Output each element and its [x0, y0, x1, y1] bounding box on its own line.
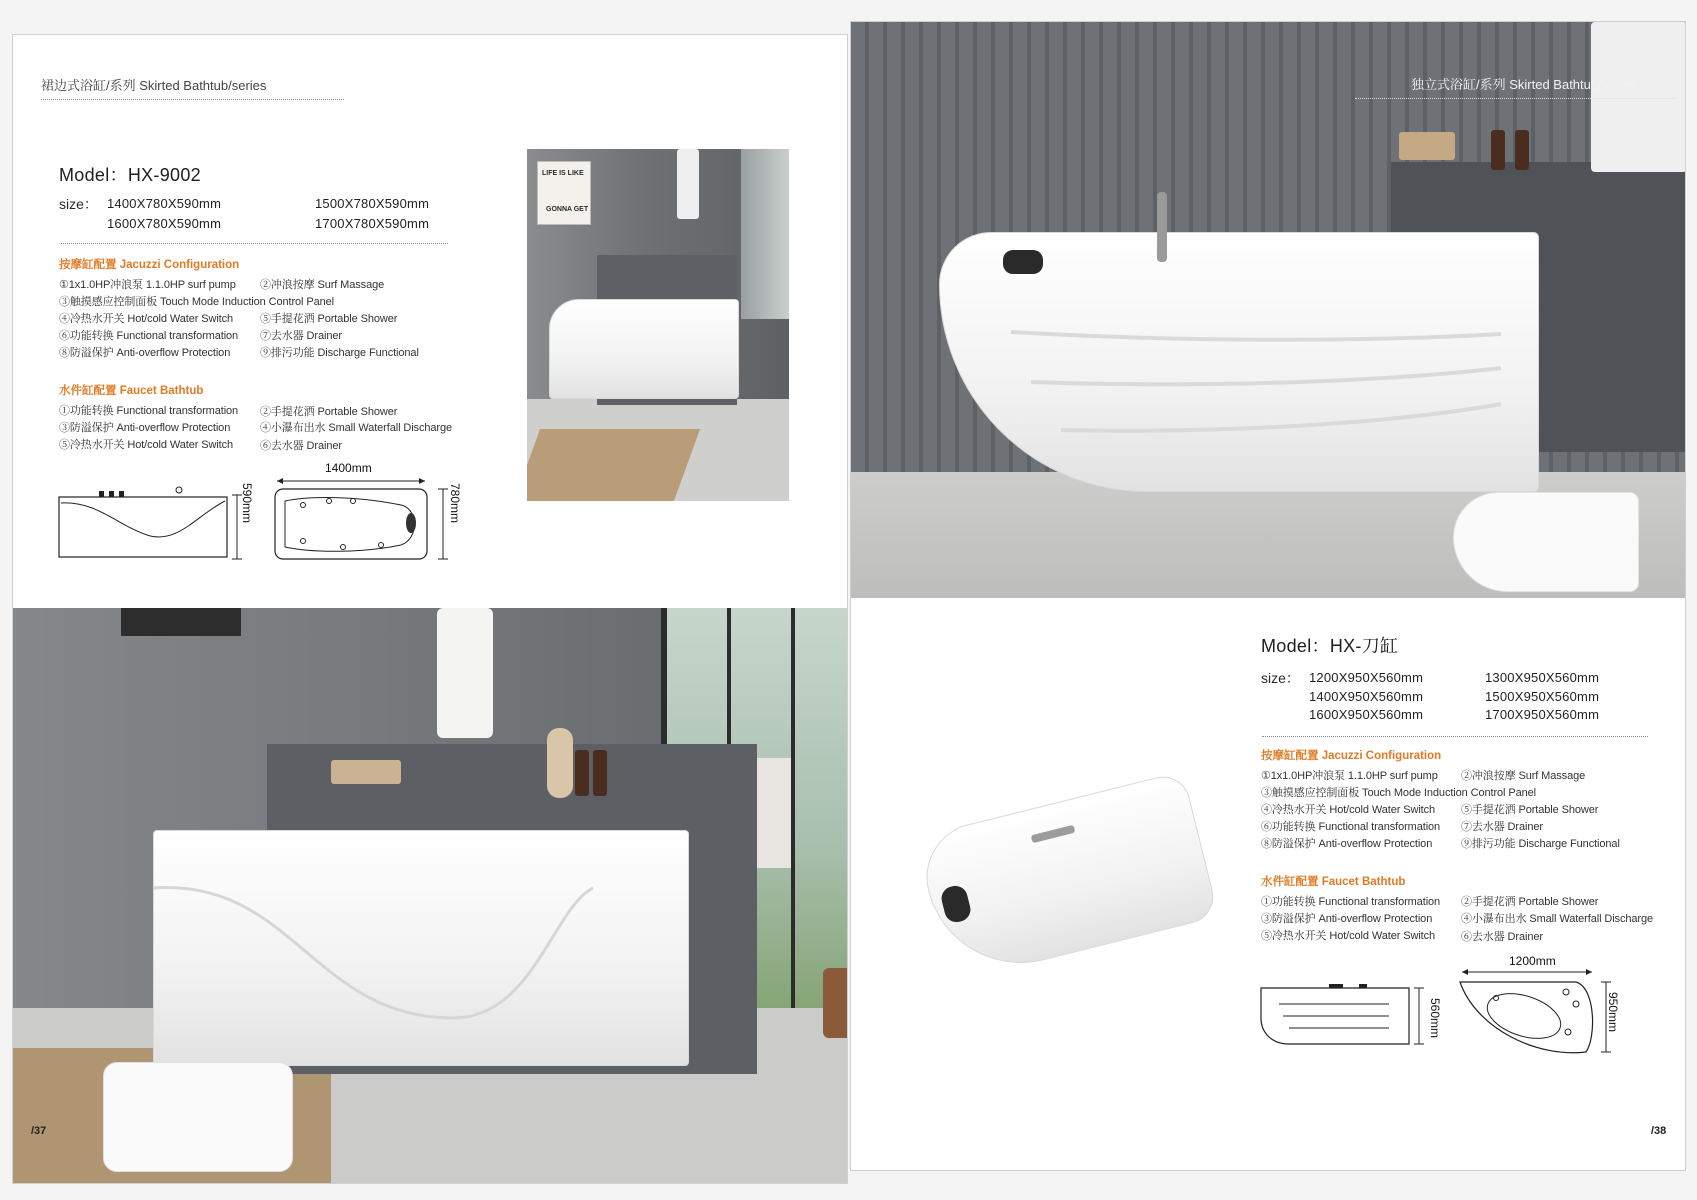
bathroom-photo-small: [527, 149, 789, 501]
divider: [1262, 736, 1648, 737]
catalog-page-left: [12, 34, 848, 1184]
tub-inset-photo: [1453, 492, 1639, 592]
feature-item: ④冷热水开关 Hot/cold Water Switch: [59, 313, 234, 325]
tub-skirt-grooves: [1001, 322, 1521, 482]
feature-item: ④小瀑布出水 Small Waterfall Discharge: [1461, 913, 1653, 925]
feature-item: ③触摸感应控制面板 Touch Mode Induction Control Panel: [59, 296, 334, 308]
catalog-page-right: [850, 21, 1686, 1171]
feature-item: ⑧防溢保护 Anti-overflow Protection: [59, 347, 231, 359]
height-dimension: 590mm: [240, 483, 254, 524]
feature-item: ⑥去水器 Drainer: [260, 440, 342, 452]
tub-inset-photo: [103, 1062, 293, 1172]
feature-item: ④小瀑布出水 Small Waterfall Discharge: [260, 422, 452, 434]
tub-skirt-wave: [153, 848, 689, 1068]
side-elevation-drawing: [57, 475, 247, 585]
feature-item: ②冲浪按摩 Surf Massage: [260, 279, 385, 291]
top-view-drawing: [1456, 968, 1616, 1068]
size-value: 1400X950X560mm: [1309, 689, 1424, 704]
poster-text: GONNA GET: [546, 206, 589, 213]
jacuzzi-section-title: 按摩缸配置 Jacuzzi Configuration: [1261, 750, 1442, 762]
size-value: 1600X950X560mm: [1309, 707, 1424, 722]
size-value: 1300X950X560mm: [1485, 670, 1600, 685]
feature-item: ⑦去水器 Drainer: [260, 330, 342, 342]
feature-item: ⑤冷热水开关 Hot/cold Water Switch: [1261, 930, 1436, 942]
size-label: size：: [59, 196, 98, 212]
bathroom-photo-corner-tub: [851, 22, 1686, 598]
size-label: size：: [1261, 670, 1300, 686]
model-title: Model：HX-刀缸: [1261, 636, 1399, 656]
height-dimension: 560mm: [1428, 998, 1442, 1039]
side-elevation-drawing: [1259, 982, 1429, 1062]
feature-item: ⑧防溢保护 Anti-overflow Protection: [1261, 838, 1433, 850]
width-dimension: 780mm: [448, 483, 462, 524]
feature-item: ⑨排污功能 Discharge Functional: [1461, 838, 1620, 850]
feature-item: ⑤手提花洒 Portable Shower: [260, 313, 398, 325]
feature-item: ③防溢保护 Anti-overflow Protection: [1261, 913, 1433, 925]
feature-item: ②手提花洒 Portable Shower: [260, 406, 398, 418]
size-value: 1500X950X560mm: [1485, 689, 1600, 704]
top-view-drawing: [273, 475, 453, 575]
feature-item: ②手提花洒 Portable Shower: [1461, 896, 1599, 908]
series-label: 独立式浴缸/系列 Skirted Bathtub/series: [1411, 77, 1637, 92]
product-photo-corner-tub: [919, 762, 1215, 992]
feature-item: ④冷热水开关 Hot/cold Water Switch: [1261, 804, 1436, 816]
feature-item: ①功能转换 Functional transformation: [1261, 896, 1441, 908]
page-number: /37: [31, 1125, 47, 1137]
length-dimension: 1200mm: [1509, 954, 1556, 968]
faucet-section-title: 水件缸配置 Faucet Bathtub: [59, 385, 204, 397]
feature-item: ②冲浪按摩 Surf Massage: [1461, 770, 1586, 782]
size-value: 1500X780X590mm: [315, 196, 430, 211]
feature-item: ①1x1.0HP冲浪泵 1.1.0HP surf pump: [59, 279, 236, 291]
size-value: 1700X950X560mm: [1485, 707, 1600, 722]
size-value: 1400X780X590mm: [107, 196, 222, 211]
feature-item: ⑥功能转换 Functional transformation: [1261, 821, 1441, 833]
divider: [1355, 98, 1675, 99]
size-value: 1700X780X590mm: [315, 216, 430, 231]
width-dimension: 950mm: [1606, 992, 1620, 1033]
faucet-section-title: 水件缸配置 Faucet Bathtub: [1261, 876, 1406, 888]
divider: [61, 243, 448, 244]
feature-item: ⑦去水器 Drainer: [1461, 821, 1543, 833]
feature-item: ①1x1.0HP冲浪泵 1.1.0HP surf pump: [1261, 770, 1438, 782]
bathroom-photo-large: [12, 608, 848, 1184]
size-value: 1200X950X560mm: [1309, 670, 1424, 685]
page-number: /38: [1651, 1125, 1667, 1137]
feature-item: ③触摸感应控制面板 Touch Mode Induction Control Panel: [1261, 787, 1536, 799]
model-title: Model：HX-9002: [59, 165, 201, 185]
divider: [41, 99, 344, 100]
feature-item: ⑥去水器 Drainer: [1461, 931, 1543, 943]
length-dimension: 1400mm: [325, 461, 372, 475]
feature-item: ⑥功能转换 Functional transformation: [59, 330, 239, 342]
feature-item: ①功能转换 Functional transformation: [59, 405, 239, 417]
jacuzzi-section-title: 按摩缸配置 Jacuzzi Configuration: [59, 259, 240, 271]
series-label: 裙边式浴缸/系列 Skirted Bathtub/series: [41, 78, 267, 93]
feature-item: ③防溢保护 Anti-overflow Protection: [59, 422, 231, 434]
wall-poster: [537, 161, 591, 225]
poster-text: LIFE IS LIKE: [542, 170, 584, 177]
feature-item: ⑤冷热水开关 Hot/cold Water Switch: [59, 439, 234, 451]
feature-item: ⑤手提花洒 Portable Shower: [1461, 804, 1599, 816]
size-value: 1600X780X590mm: [107, 216, 222, 231]
feature-item: ⑨排污功能 Discharge Functional: [260, 347, 419, 359]
